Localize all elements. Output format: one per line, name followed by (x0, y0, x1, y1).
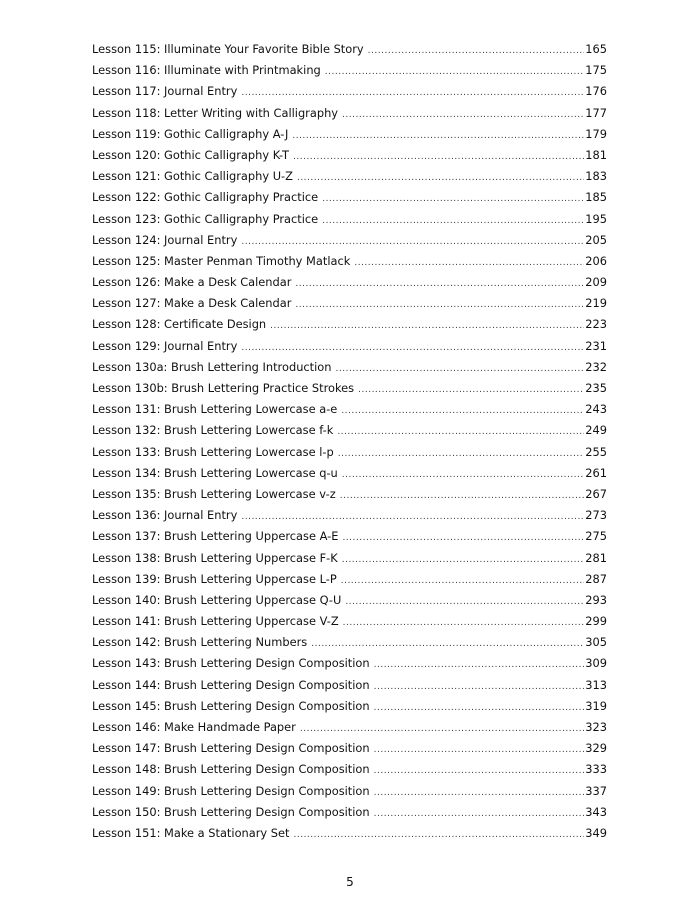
toc-entry (92, 209, 607, 230)
toc-entry-page: 323 (585, 720, 607, 734)
toc-entry-page: 343 (585, 804, 607, 819)
toc-dot-leader (340, 486, 585, 507)
toc-entry-page: 349 (585, 825, 607, 840)
toc-entry-title: Lesson 138: Brush Lettering Uppercase F-K (92, 550, 338, 565)
toc-dot-leader (295, 295, 584, 316)
toc-entry-page: 273 (585, 508, 607, 523)
toc-entry-page: 223 (585, 317, 607, 332)
toc-entry-title: Lesson 148: Brush Lettering Design Composition (92, 762, 370, 777)
toc-entry (92, 505, 607, 526)
toc-dot-leader (241, 338, 584, 359)
toc-entry (92, 442, 607, 463)
toc-dot-leader (241, 232, 584, 253)
toc-entry-title: Lesson 130a: Brush Lettering Introduction (92, 359, 332, 374)
toc-entry-page: 235 (585, 381, 607, 395)
toc-entry-page: 165 (585, 42, 607, 56)
toc-dot-leader (374, 804, 585, 825)
toc-entry-title: Lesson 118: Letter Writing with Calligraphy (92, 105, 339, 120)
toc-dot-leader (336, 359, 585, 380)
toc-entry (92, 738, 607, 759)
toc-entry-title: Lesson 126: Make a Desk Calendar (92, 275, 292, 290)
toc-entry-title: Lesson 128: Certificate Design (92, 317, 267, 332)
toc-dot-leader (270, 316, 584, 337)
toc-dot-leader (322, 211, 584, 232)
toc-entry (92, 336, 607, 357)
toc-dot-leader (293, 825, 584, 846)
toc-entry-title: Lesson 131: Brush Lettering Lowercase a-e (92, 402, 338, 417)
toc-entry (92, 399, 607, 420)
toc-entry (92, 39, 607, 60)
toc-entry-page: 181 (585, 147, 607, 162)
toc-entry-title: Lesson 123: Gothic Calligraphy Practice (92, 211, 319, 226)
toc-entry (92, 717, 607, 738)
toc-entry-page: 267 (585, 486, 607, 501)
toc-entry-page: 243 (585, 402, 607, 417)
toc-entry (92, 526, 607, 547)
toc-dot-leader (292, 126, 584, 147)
toc-entry (92, 569, 607, 590)
toc-entry (92, 230, 607, 251)
toc-entry-title: Lesson 146: Make Handmade Paper (92, 720, 296, 734)
toc-entry-page: 205 (585, 232, 607, 247)
toc-entry-page: 275 (585, 529, 607, 544)
toc-entry (92, 548, 607, 569)
toc-entry-page: 249 (585, 423, 607, 438)
toc-entry-page: 175 (585, 63, 607, 78)
toc-entry-page: 319 (585, 698, 607, 713)
toc-dot-leader (322, 189, 584, 210)
toc-entry-title: Lesson 117: Journal Entry (92, 84, 238, 99)
toc-entry (92, 293, 607, 314)
toc-dot-leader (241, 83, 584, 104)
toc-entry-page: 313 (585, 677, 607, 692)
toc-entry (92, 378, 607, 399)
toc-entry (92, 251, 607, 272)
toc-dot-leader (368, 41, 585, 62)
toc-dot-leader (354, 253, 584, 274)
toc-entry-page: 281 (585, 550, 607, 565)
toc-dot-leader (374, 698, 585, 719)
toc-dot-leader (342, 465, 584, 486)
toc-entry (92, 484, 607, 505)
toc-entry-page: 183 (585, 169, 607, 184)
toc-entry (92, 166, 607, 187)
toc-dot-leader (293, 147, 584, 168)
toc-entry (92, 145, 607, 166)
toc-dot-leader (343, 613, 585, 634)
toc-entry (92, 590, 607, 611)
toc-entry-page: 231 (585, 338, 607, 353)
toc-entry-title: Lesson 119: Gothic Calligraphy A-J (92, 126, 289, 141)
toc-entry-page: 177 (585, 105, 607, 120)
toc-dot-leader (374, 783, 585, 804)
toc-entry-page: 185 (585, 190, 607, 205)
toc-entry-page: 293 (585, 592, 607, 607)
page-number: 5 (346, 875, 354, 889)
toc-entry-title: Lesson 129: Journal Entry (92, 338, 238, 353)
toc-dot-leader (337, 422, 584, 443)
toc-dot-leader (241, 507, 584, 528)
toc-entry (92, 653, 607, 674)
toc-entry-title: Lesson 124: Journal Entry (92, 232, 238, 247)
toc-entry-page: 333 (585, 762, 607, 777)
toc-dot-leader (297, 168, 584, 189)
toc-entry (92, 314, 607, 335)
toc-dot-leader (374, 655, 585, 676)
toc-entry-title: Lesson 133: Brush Lettering Lowercase l-p (92, 444, 334, 459)
toc-entry-title: Lesson 121: Gothic Calligraphy U-Z (92, 169, 293, 184)
toc-entry (92, 675, 607, 696)
toc-entry (92, 60, 607, 81)
toc-entry-title: Lesson 137: Brush Lettering Uppercase A-E (92, 529, 339, 544)
toc-entry-page: 219 (585, 296, 607, 311)
toc-entry-title: Lesson 151: Make a Stationary Set (92, 825, 290, 840)
toc-entry (92, 103, 607, 124)
toc-entry-title: Lesson 150: Brush Lettering Design Composition (92, 804, 370, 819)
toc-entry (92, 611, 607, 632)
toc-dot-leader (341, 401, 584, 422)
toc-dot-leader (341, 571, 585, 592)
toc-entry-title: Lesson 143: Brush Lettering Design Composition (92, 656, 370, 671)
toc-entry (92, 272, 607, 293)
toc-entry (92, 802, 607, 823)
toc-entry-page: 255 (585, 444, 607, 459)
toc-entry (92, 420, 607, 441)
toc-entry-title: Lesson 140: Brush Lettering Uppercase Q-U (92, 592, 342, 607)
toc-entry (92, 81, 607, 102)
toc-entry-title: Lesson 122: Gothic Calligraphy Practice (92, 190, 319, 205)
toc-dot-leader (342, 528, 584, 549)
toc-entry-page: 309 (585, 656, 607, 671)
toc-entry-title: Lesson 136: Journal Entry (92, 508, 238, 523)
toc-entry-page: 329 (585, 741, 607, 756)
toc-entry-title: Lesson 134: Brush Lettering Lowercase q-u (92, 465, 338, 480)
toc-entry-page: 232 (585, 359, 607, 374)
toc-entry-title: Lesson 149: Brush Lettering Design Composition (92, 783, 370, 798)
toc-entry-title: Lesson 145: Brush Lettering Design Composition (92, 698, 370, 713)
toc-entry-title: Lesson 139: Brush Lettering Uppercase L-P (92, 571, 337, 586)
toc-entry-title: Lesson 116: Illuminate with Printmaking (92, 63, 321, 78)
toc-entry-title: Lesson 115: Illuminate Your Favorite Bible Story (92, 42, 364, 56)
toc-entry-page: 209 (585, 275, 607, 290)
toc-entry (92, 124, 607, 145)
toc-entry-title: Lesson 127: Make a Desk Calendar (92, 296, 292, 311)
toc-entry (92, 759, 607, 780)
toc-entry-title: Lesson 132: Brush Lettering Lowercase f-k (92, 423, 334, 438)
toc-entry (92, 823, 607, 844)
toc-entry-page: 195 (585, 211, 607, 226)
toc-entry-page: 287 (585, 571, 607, 586)
toc-entry (92, 632, 607, 653)
toc-dot-leader (374, 761, 585, 782)
toc-entry-page: 179 (585, 126, 607, 141)
table-of-contents (92, 39, 607, 844)
toc-dot-leader (374, 740, 585, 761)
toc-entry-page: 305 (585, 635, 607, 650)
toc-entry-page: 299 (585, 614, 607, 629)
toc-dot-leader (345, 592, 584, 613)
toc-entry-title: Lesson 135: Brush Lettering Lowercase v-z (92, 486, 336, 501)
toc-dot-leader (342, 105, 584, 126)
toc-entry-title: Lesson 130b: Brush Lettering Practice Strokes (92, 381, 355, 395)
toc-entry-page: 176 (585, 84, 607, 99)
toc-dot-leader (342, 550, 585, 571)
toc-entry (92, 781, 607, 802)
toc-entry-page: 261 (585, 465, 607, 480)
toc-dot-leader (311, 634, 584, 655)
toc-dot-leader (338, 444, 585, 465)
toc-dot-leader (358, 380, 584, 401)
toc-entry-page: 337 (585, 783, 607, 798)
toc-dot-leader (325, 62, 584, 83)
toc-entry (92, 696, 607, 717)
toc-dot-leader (374, 677, 585, 698)
toc-entry (92, 357, 607, 378)
toc-entry (92, 463, 607, 484)
toc-dot-leader (295, 274, 584, 295)
toc-dot-leader (300, 719, 584, 740)
toc-entry-title: Lesson 142: Brush Lettering Numbers (92, 635, 308, 650)
toc-entry-title: Lesson 144: Brush Lettering Design Composition (92, 677, 370, 692)
toc-entry-title: Lesson 125: Master Penman Timothy Matlack (92, 253, 351, 268)
toc-entry-title: Lesson 141: Brush Lettering Uppercase V-Z (92, 614, 339, 629)
toc-entry (92, 187, 607, 208)
toc-entry-page: 206 (585, 253, 607, 268)
toc-entry-title: Lesson 147: Brush Lettering Design Composition (92, 741, 370, 756)
toc-entry-title: Lesson 120: Gothic Calligraphy K-T (92, 147, 289, 162)
